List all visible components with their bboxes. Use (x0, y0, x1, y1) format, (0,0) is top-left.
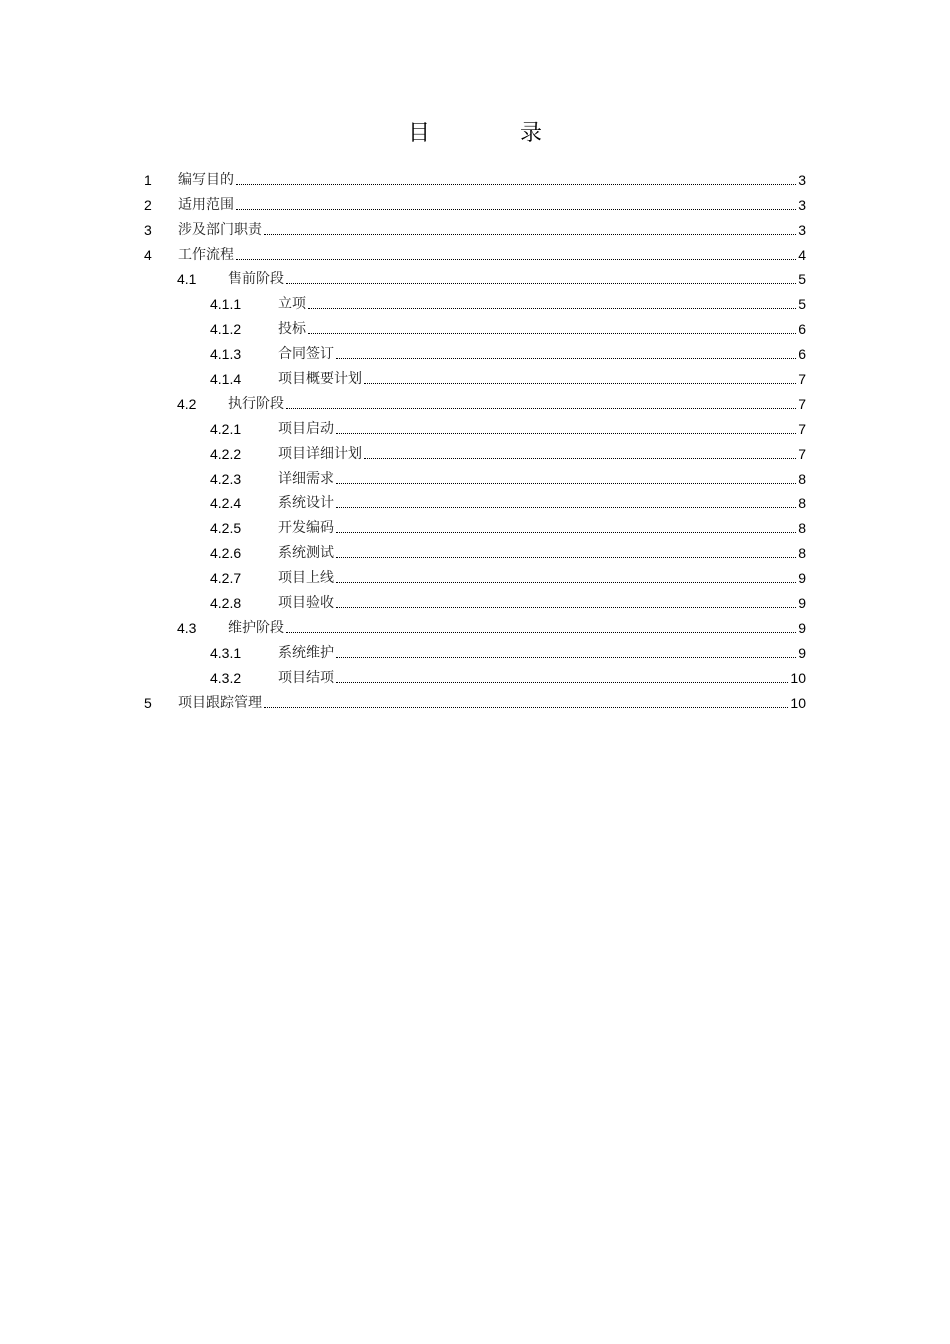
toc-entry-number: 4.2 (177, 395, 197, 412)
toc-list (0, 166, 950, 714)
toc-entry-label: 系统测试 (278, 545, 334, 562)
toc-entry-label: 工作流程 (178, 246, 234, 263)
toc-entry[interactable] (0, 539, 950, 564)
toc-entry[interactable] (0, 639, 950, 664)
dot-leader (308, 307, 796, 309)
toc-entry[interactable] (0, 365, 950, 390)
toc-entry-number: 4.2.8 (210, 595, 242, 612)
toc-entry-label: 涉及部门职责 (178, 221, 262, 238)
toc-entry-page: 5 (798, 296, 806, 313)
toc-entry[interactable] (0, 564, 950, 589)
dot-leader (336, 606, 796, 608)
toc-entry[interactable] (0, 415, 950, 440)
toc-entry-page: 7 (798, 395, 806, 412)
toc-entry-label: 适用范围 (178, 196, 234, 213)
toc-title: 目 录 (407, 121, 576, 146)
toc-entry-number: 4.2.1 (210, 420, 242, 437)
toc-entry-label: 系统设计 (278, 495, 334, 512)
toc-entry-number: 4.2.4 (210, 495, 242, 512)
toc-entry[interactable] (0, 440, 950, 465)
toc-entry-page: 5 (798, 271, 806, 288)
dot-leader (336, 556, 796, 558)
toc-entry-label: 售前阶段 (228, 271, 284, 288)
toc-entry[interactable] (0, 166, 950, 191)
dot-leader (264, 233, 796, 235)
toc-entry[interactable] (0, 390, 950, 415)
dot-leader (236, 208, 796, 210)
toc-entry-page: 6 (798, 346, 806, 363)
toc-entry-page: 3 (798, 221, 806, 238)
toc-entry-page: 9 (798, 644, 806, 661)
toc-entry-label: 详细需求 (278, 470, 334, 487)
toc-entry-number: 4.2.7 (210, 570, 242, 587)
toc-entry[interactable] (0, 664, 950, 689)
toc-entry-page: 7 (798, 445, 806, 462)
toc-entry-page: 6 (798, 321, 806, 338)
toc-entry-label: 立项 (278, 296, 306, 313)
dot-leader (286, 407, 796, 409)
dot-leader (336, 656, 796, 658)
toc-entry-page: 10 (790, 669, 806, 686)
toc-entry-page: 3 (798, 171, 806, 188)
dot-leader (236, 183, 796, 185)
dot-leader (336, 357, 796, 359)
dot-leader (336, 581, 796, 583)
dot-leader (264, 706, 788, 708)
toc-entry-page: 4 (798, 246, 806, 263)
toc-entry-label: 执行阶段 (228, 395, 284, 412)
toc-entry-label: 合同签订 (278, 346, 334, 363)
toc-entry-number: 4 (144, 246, 152, 263)
toc-entry[interactable] (0, 490, 950, 515)
toc-entry-page: 10 (790, 694, 806, 711)
toc-entry-number: 4.2.5 (210, 520, 242, 537)
toc-entry-label: 系统维护 (278, 644, 334, 661)
toc-entry-number: 4.1.4 (210, 371, 242, 388)
toc-entry-label: 项目上线 (278, 570, 334, 587)
dot-leader (308, 332, 796, 334)
dot-leader (286, 282, 796, 284)
dot-leader (336, 681, 788, 683)
dot-leader (286, 631, 796, 633)
toc-entry[interactable] (0, 514, 950, 539)
toc-entry-number: 5 (144, 694, 152, 711)
toc-entry-number: 4.2.2 (210, 445, 242, 462)
dot-leader (336, 506, 796, 508)
toc-entry-page: 8 (798, 545, 806, 562)
toc-entry[interactable] (0, 315, 950, 340)
toc-entry-label: 项目详细计划 (278, 445, 362, 462)
toc-entry-page: 8 (798, 495, 806, 512)
toc-entry[interactable] (0, 241, 950, 266)
toc-entry[interactable] (0, 266, 950, 291)
toc-entry-number: 4.3.1 (210, 644, 242, 661)
toc-entry-number: 4.3.2 (210, 669, 242, 686)
toc-entry-number: 4.2.3 (210, 470, 242, 487)
toc-entry-number: 3 (144, 221, 152, 238)
toc-entry-page: 9 (798, 595, 806, 612)
dot-leader (364, 457, 796, 459)
toc-entry-number: 2 (144, 196, 152, 213)
toc-entry-label: 项目概要计划 (278, 371, 362, 388)
toc-entry-label: 项目跟踪管理 (178, 694, 262, 711)
dot-leader (336, 482, 796, 484)
toc-entry-label: 投标 (278, 321, 306, 338)
toc-entry-label: 项目结项 (278, 669, 334, 686)
toc-entry-label: 编写目的 (178, 171, 234, 188)
toc-entry-page: 7 (798, 420, 806, 437)
toc-entry-number: 4.1 (177, 271, 197, 288)
dot-leader (336, 531, 796, 533)
toc-entry[interactable] (0, 340, 950, 365)
dot-leader (364, 382, 796, 384)
toc-entry[interactable] (0, 689, 950, 714)
toc-entry-page: 3 (798, 196, 806, 213)
toc-entry-number: 4.1.2 (210, 321, 242, 338)
toc-entry-label: 开发编码 (278, 520, 334, 537)
toc-entry[interactable] (0, 614, 950, 639)
toc-entry[interactable] (0, 216, 950, 241)
toc-entry-page: 8 (798, 520, 806, 537)
toc-entry-number: 1 (144, 171, 152, 188)
toc-entry-page: 9 (798, 619, 806, 636)
toc-entry-page: 9 (798, 570, 806, 587)
toc-entry-number: 4.3 (177, 619, 197, 636)
toc-entry-label: 维护阶段 (228, 619, 284, 636)
toc-entry-label: 项目验收 (278, 595, 334, 612)
toc-entry-number: 4.1.1 (210, 296, 242, 313)
toc-entry-number: 4.2.6 (210, 545, 242, 562)
toc-entry-page: 7 (798, 371, 806, 388)
toc-entry[interactable] (0, 191, 950, 216)
toc-entry[interactable] (0, 290, 950, 315)
dot-leader (336, 432, 796, 434)
toc-entry[interactable] (0, 465, 950, 490)
toc-entry[interactable] (0, 589, 950, 614)
toc-entry-label: 项目启动 (278, 420, 334, 437)
toc-entry-page: 8 (798, 470, 806, 487)
toc-entry-number: 4.1.3 (210, 346, 242, 363)
dot-leader (236, 258, 796, 260)
